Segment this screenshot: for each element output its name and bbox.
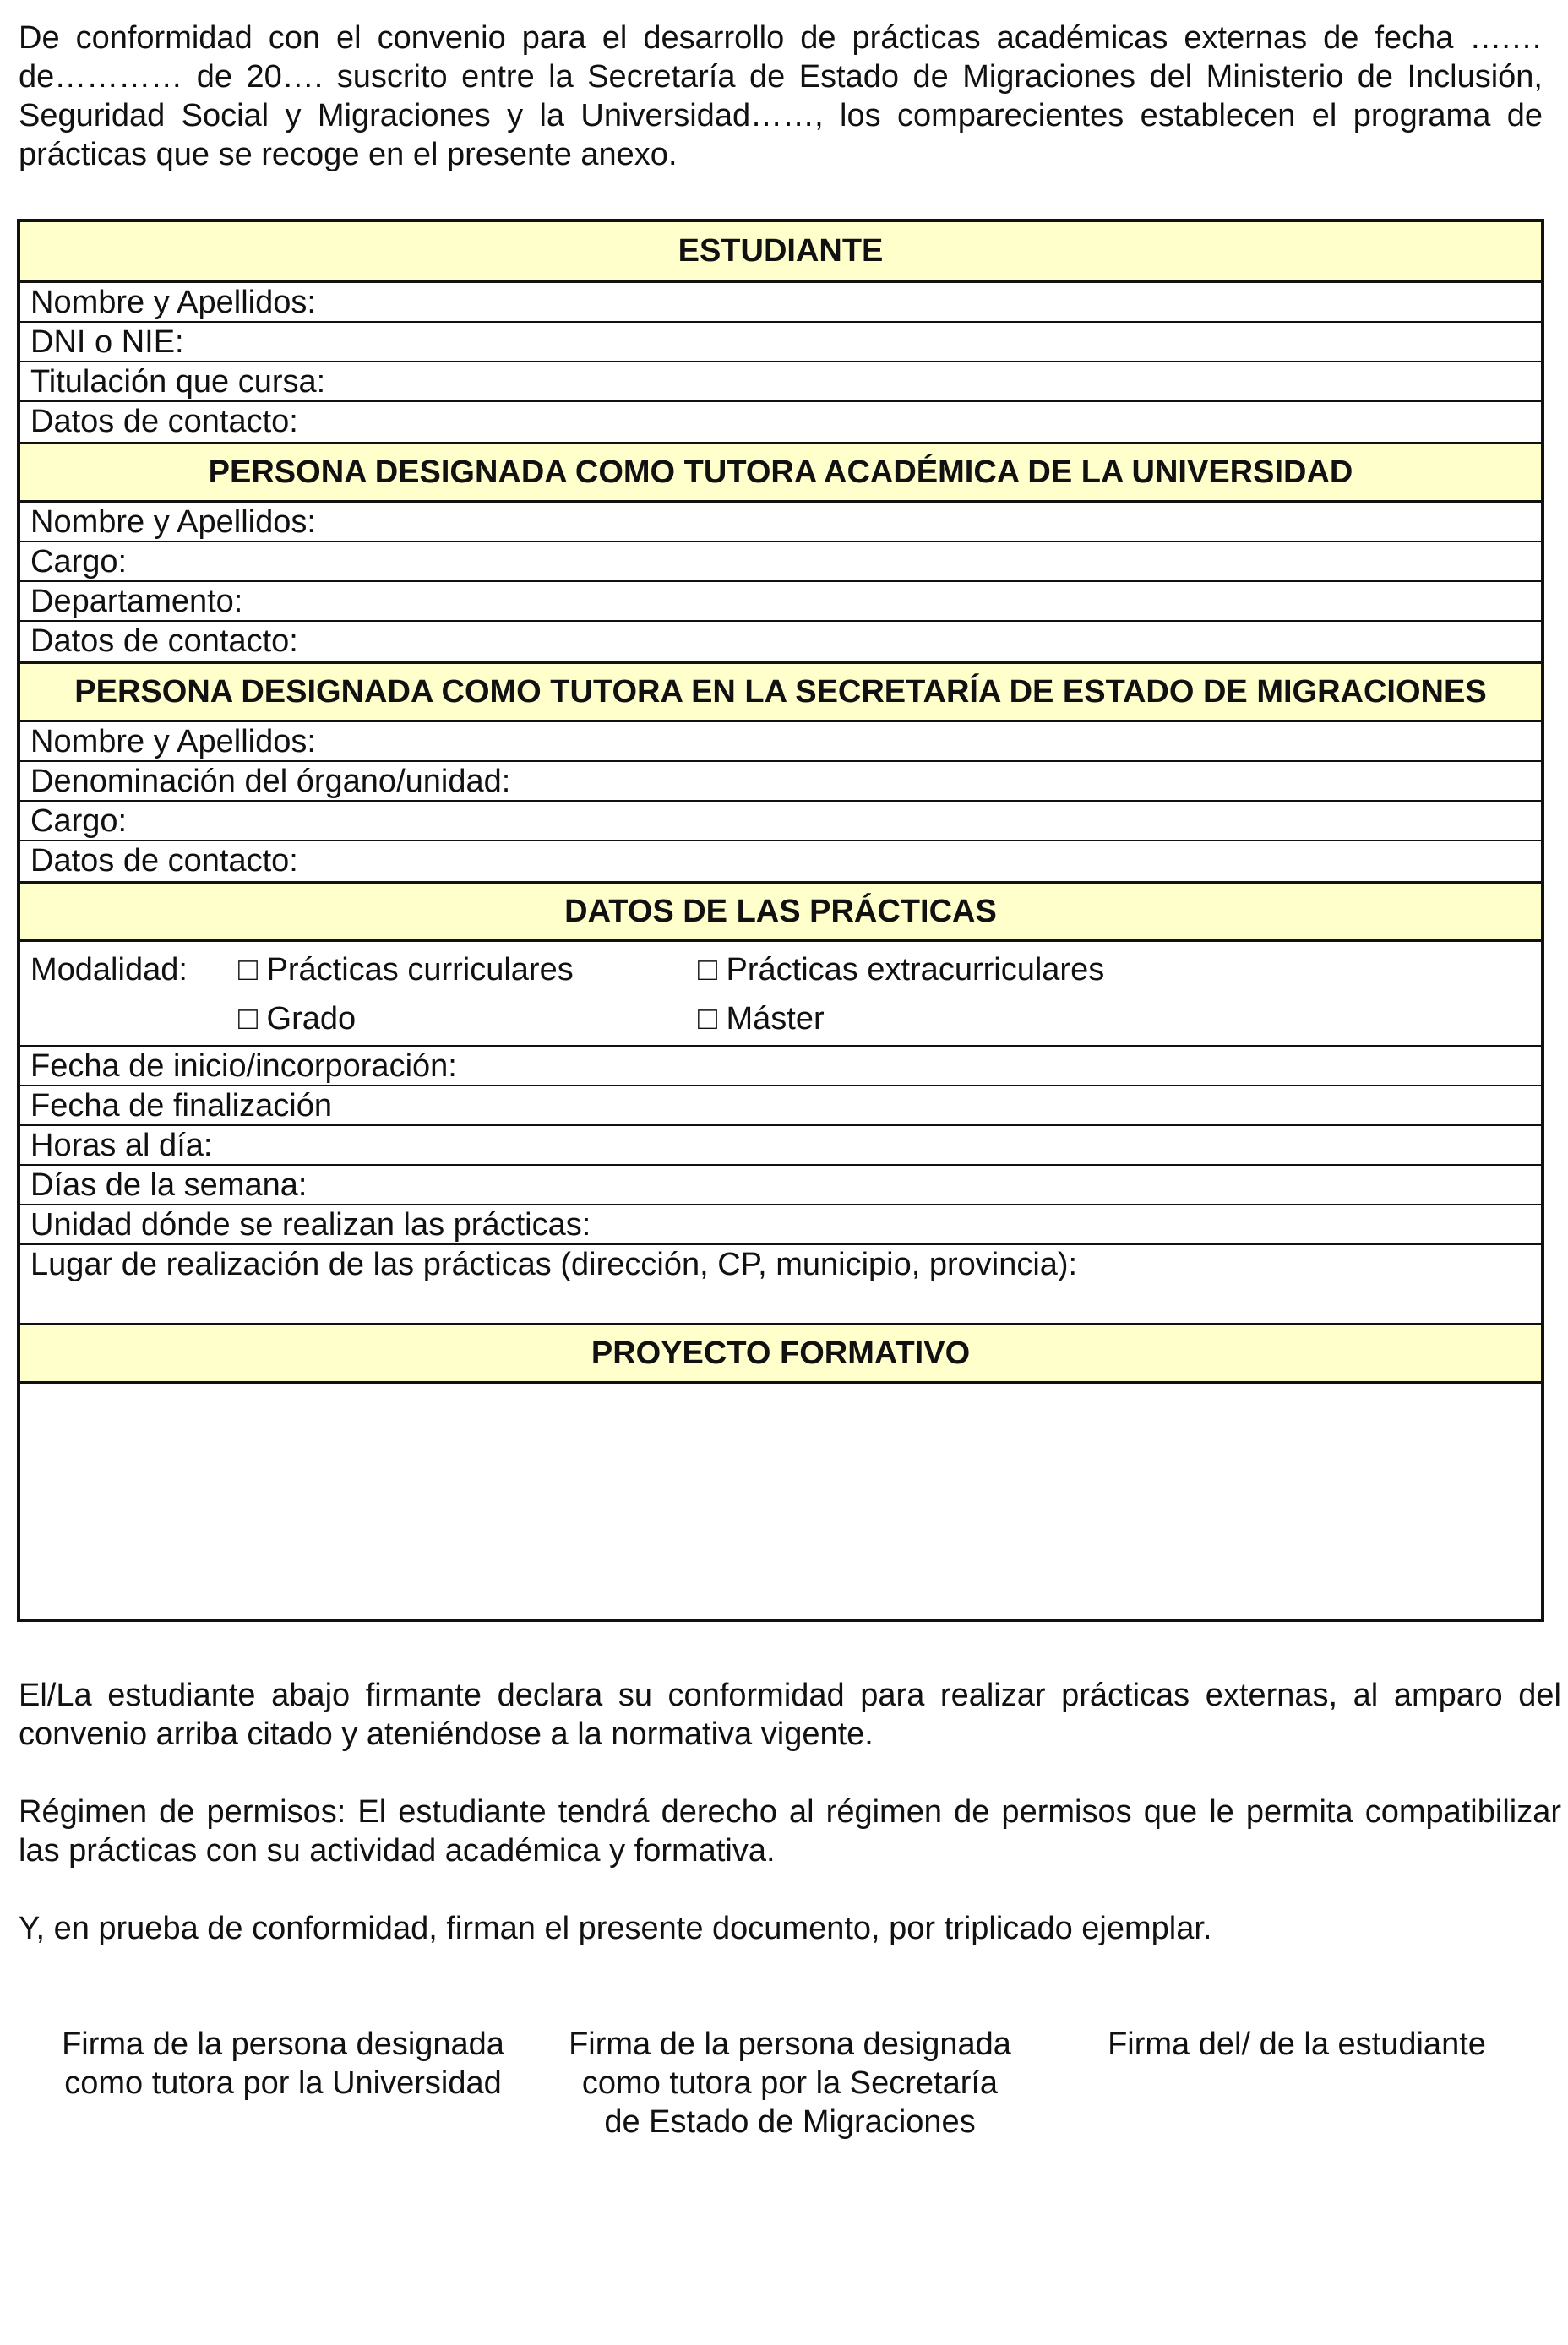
- field-tutor-univ-cargo[interactable]: Cargo:: [20, 542, 1541, 582]
- field-horas-dia[interactable]: Horas al día:: [20, 1126, 1541, 1166]
- field-estudiante-titulacion[interactable]: Titulación que cursa:: [20, 362, 1541, 402]
- field-tutor-univ-contacto[interactable]: Datos de contacto:: [30, 623, 298, 659]
- modalidad-label: Modalidad:: [30, 952, 188, 988]
- section-header-tutor-secretaria: PERSONA DESIGNADA COMO TUTORA EN LA SECRETARÍA DE ESTADO DE MIGRACIONES: [20, 661, 1541, 722]
- signature-estudiante: Firma del/ de la estudiante: [1108, 2027, 1486, 2062]
- prueba-conformidad-paragraph: Y, en prueba de conformidad, firman el presente documento, por triplicado ejemplar.: [19, 1911, 1212, 1946]
- field-tutor-univ-departamento[interactable]: Departamento:: [20, 582, 1541, 622]
- field-lugar-realizacion[interactable]: Lugar de realización de las prácticas (dirección, CP, municipio, provincia):: [30, 1247, 1078, 1282]
- checkbox-practicas-curriculares[interactable]: □ Prácticas curriculares: [238, 952, 574, 988]
- field-unidad-practicas[interactable]: Unidad dónde se realizan las prácticas:: [20, 1205, 1541, 1245]
- section-header-estudiante: ESTUDIANTE: [20, 222, 1541, 283]
- field-modalidad: [20, 942, 1541, 1047]
- field-tutor-sem-nombre[interactable]: Nombre y Apellidos:: [20, 722, 1541, 762]
- checkbox-grado[interactable]: □ Grado: [238, 1001, 357, 1036]
- checkbox-practicas-extracurriculares[interactable]: □ Prácticas extracurriculares: [698, 952, 1105, 988]
- declaracion-paragraph: El/La estudiante abajo firmante declara su conformidad para realizar prácticas externas, al amparo del convenio arriba citado y ateniéndose a la normativa vigente.: [19, 1678, 1561, 1752]
- field-tutor-univ-nombre[interactable]: Nombre y Apellidos:: [20, 503, 1541, 542]
- field-proyecto-formativo[interactable]: [20, 1384, 1541, 1619]
- field-tutor-sem-cargo[interactable]: Cargo:: [20, 802, 1541, 841]
- section-header-proyecto-formativo: PROYECTO FORMATIVO: [20, 1323, 1541, 1384]
- section-header-tutor-universidad: PERSONA DESIGNADA COMO TUTORA ACADÉMICA DE LA UNIVERSIDAD: [20, 442, 1541, 503]
- field-fecha-inicio[interactable]: Fecha de inicio/incorporación:: [20, 1047, 1541, 1086]
- intro-paragraph: De conformidad con el convenio para el desarrollo de prácticas académicas externas de fecha ….… de………… de 20…. suscrito entre la Secretaría de Estado de Migraciones del Ministerio de Inclusión, Seguridad Social y Migraciones y la Universidad……, los comparecientes establecen el programa de prácticas que se recoge en el presente anexo.: [19, 20, 1543, 172]
- regimen-permisos-paragraph: Régimen de permisos: El estudiante tendrá derecho al régimen de permisos que le permita compatibilizar las prácticas con su actividad académica y formativa.: [19, 1794, 1561, 1869]
- section-header-datos-practicas: DATOS DE LAS PRÁCTICAS: [20, 881, 1541, 942]
- field-estudiante-contacto[interactable]: Datos de contacto:: [30, 404, 298, 439]
- field-tutor-sem-organo[interactable]: Denominación del órgano/unidad:: [20, 762, 1541, 802]
- practicas-form-table: [17, 219, 1544, 1622]
- field-estudiante-dni[interactable]: DNI o NIE:: [20, 323, 1541, 362]
- field-estudiante-nombre[interactable]: Nombre y Apellidos:: [20, 283, 1541, 323]
- field-fecha-finalizacion[interactable]: Fecha de finalización: [20, 1086, 1541, 1126]
- field-tutor-sem-contacto[interactable]: Datos de contacto:: [30, 843, 298, 879]
- signature-tutor-secretaria: Firma de la persona designada como tutora por la Secretaría de Estado de Migraciones: [569, 2027, 1011, 2140]
- checkbox-master[interactable]: □ Máster: [698, 1001, 825, 1036]
- field-dias-semana[interactable]: Días de la semana:: [20, 1166, 1541, 1205]
- signature-tutor-universidad: Firma de la persona designada como tutora por la Universidad: [62, 2027, 504, 2101]
